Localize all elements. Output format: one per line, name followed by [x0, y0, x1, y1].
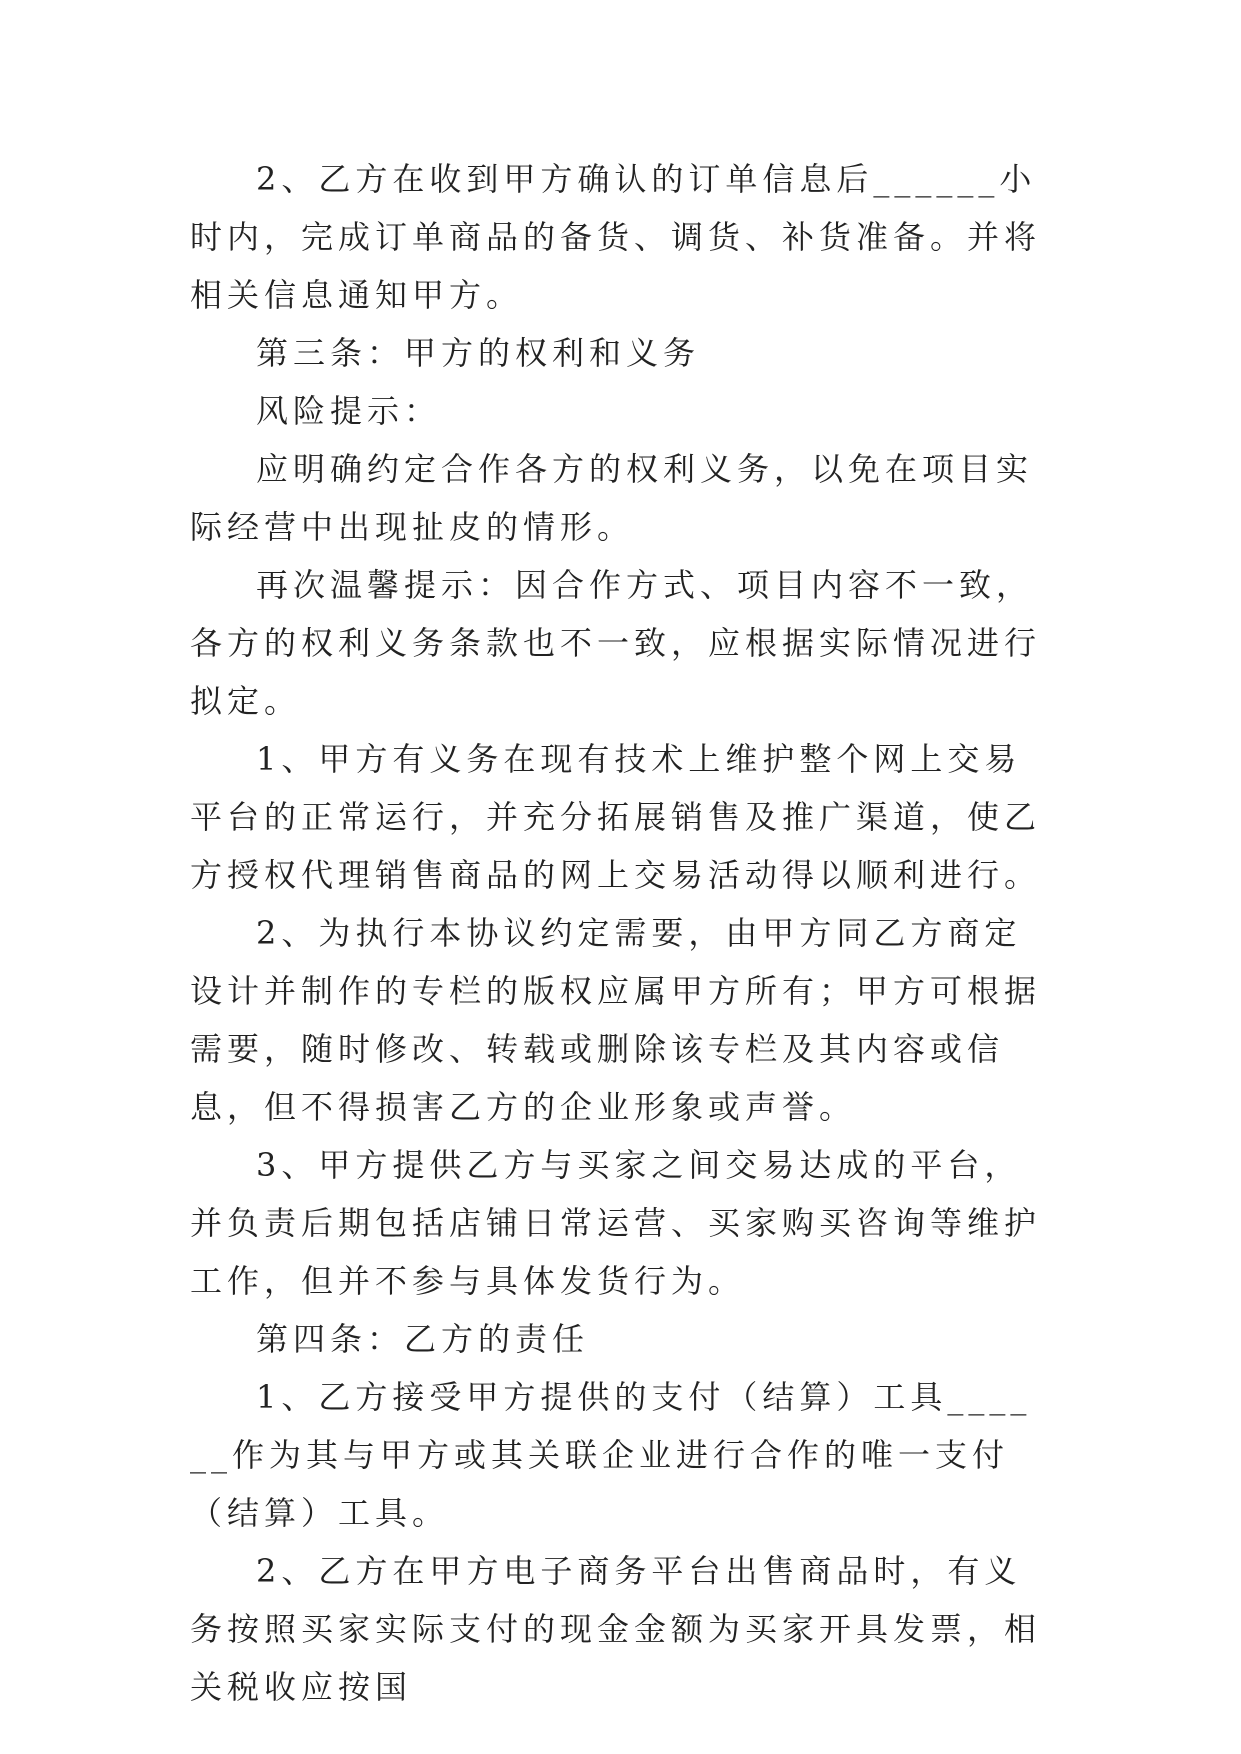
paragraph-risk-notice: 应明确约定合作各方的权利义务，以免在项目实际经营中出现扯皮的情形。	[190, 450, 1034, 546]
risk-notice-label: 风险提示：	[256, 392, 442, 430]
paragraph-party-a-duty-3: 3、甲方提供乙方与买家之间交易达成的平台，并负责后期包括店铺日常运营、买家购买咨询等维护工作，但并不参与具体发货行为。	[190, 1146, 1042, 1300]
paragraph-reminder: 再次温馨提示：因合作方式、项目内容不一致，各方的权利义务条款也不一致，应根据实际情况进行拟定。	[190, 566, 1042, 720]
section-heading-article-4: 第四条：乙方的责任	[256, 1320, 590, 1358]
paragraph-party-a-duty-2: 2、为执行本协议约定需要，由甲方同乙方商定设计并制作的专栏的版权应属甲方所有；甲方可根据需要，随时修改、转载或删除该专栏及其内容或信息，但不得损害乙方的企业形象或声誉。	[190, 914, 1042, 1126]
section-heading-article-3: 第三条：甲方的权利和义务	[256, 334, 701, 372]
document-page	[190, 150, 1050, 1716]
paragraph-party-b-duty-1: 1、乙方接受甲方提供的支付（结算）工具______作为其与甲方或其关联企业进行合作的唯一支付（结算）工具。	[190, 1378, 1032, 1532]
paragraph-order-preparation: 2、乙方在收到甲方确认的订单信息后______小时内，完成订单商品的备货、调货、补货准备。并将相关信息通知甲方。	[190, 160, 1042, 314]
paragraph-party-b-duty-2: 2、乙方在甲方电子商务平台出售商品时，有义务按照买家实际支付的现金金额为买家开具发票，相关税收应按国	[190, 1552, 1042, 1706]
paragraph-party-a-duty-1: 1、甲方有义务在现有技术上维护整个网上交易平台的正常运行，并充分拓展销售及推广渠道，使乙方授权代理销售商品的网上交易活动得以顺利进行。	[190, 740, 1042, 894]
